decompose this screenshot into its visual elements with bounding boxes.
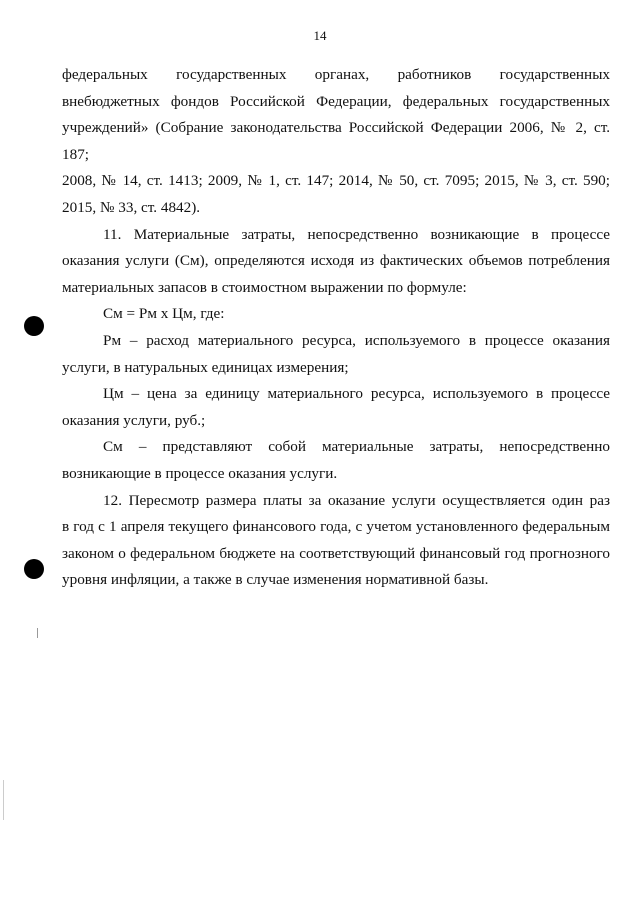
text-line: Цм – цена за единицу материального ресурса, используемого в процессе bbox=[103, 385, 610, 403]
definition-cm bbox=[62, 381, 610, 434]
text-line: 2008, № 14, ст. 1413; 2009, № 1, ст. 147; 2014, № 50, ст. 7095; 2015, № 3, ст. 590; bbox=[62, 172, 610, 190]
text-line: Рм – расход материального ресурса, используемого в процессе оказания bbox=[103, 331, 610, 349]
text-line: 2015, № 33, ст. 4842). bbox=[62, 198, 201, 216]
document-body bbox=[62, 62, 610, 594]
formula-line: См = Рм х Цм, где: bbox=[103, 305, 225, 323]
text-line: 12. Пересмотр размера платы за оказание услуги осуществляется один раз bbox=[103, 491, 610, 509]
punch-hole-top bbox=[24, 316, 44, 336]
text-line: в год с 1 апреля текущего финансового года, с учетом установленного федеральным bbox=[62, 518, 610, 536]
scan-mark bbox=[3, 780, 4, 820]
text-line: материальных запасов в стоимостном выражении по формуле: bbox=[62, 278, 467, 296]
text-line: оказания услуги, руб.; bbox=[62, 411, 206, 429]
text-line: услуги, в натуральных единицах измерения; bbox=[62, 358, 349, 376]
text-line: См – представляют собой материальные затраты, непосредственно bbox=[103, 438, 610, 456]
text-line: учреждений» (Собрание законодательства Российской Федерации 2006, № 2, ст. 187; bbox=[62, 119, 610, 163]
definition-rm bbox=[62, 328, 610, 381]
formula bbox=[62, 301, 610, 328]
paragraph-continuation bbox=[62, 62, 610, 222]
text-line: 11. Материальные затраты, непосредственно возникающие в процессе bbox=[103, 225, 610, 243]
paragraph-11 bbox=[62, 222, 610, 302]
page-number: 14 bbox=[313, 28, 327, 43]
text-line: возникающие в процессе оказания услуги. bbox=[62, 464, 338, 482]
text-line: уровня инфляции, а также в случае изменения нормативной базы. bbox=[62, 571, 489, 589]
text-line: оказания услуги (См), определяются исходя из фактических объемов потребления bbox=[62, 252, 610, 270]
scan-mark bbox=[37, 628, 38, 638]
text-line: внебюджетных фондов Российской Федерации, федеральных государственных bbox=[62, 92, 610, 110]
text-line: законом о федеральном бюджете на соответствующий финансовый год прогнозного bbox=[62, 544, 610, 562]
definition-sm bbox=[62, 434, 610, 487]
text-line: федеральных государственных органах, работников государственных bbox=[62, 66, 610, 83]
paragraph-12 bbox=[62, 488, 610, 594]
punch-hole-bottom bbox=[24, 559, 44, 579]
